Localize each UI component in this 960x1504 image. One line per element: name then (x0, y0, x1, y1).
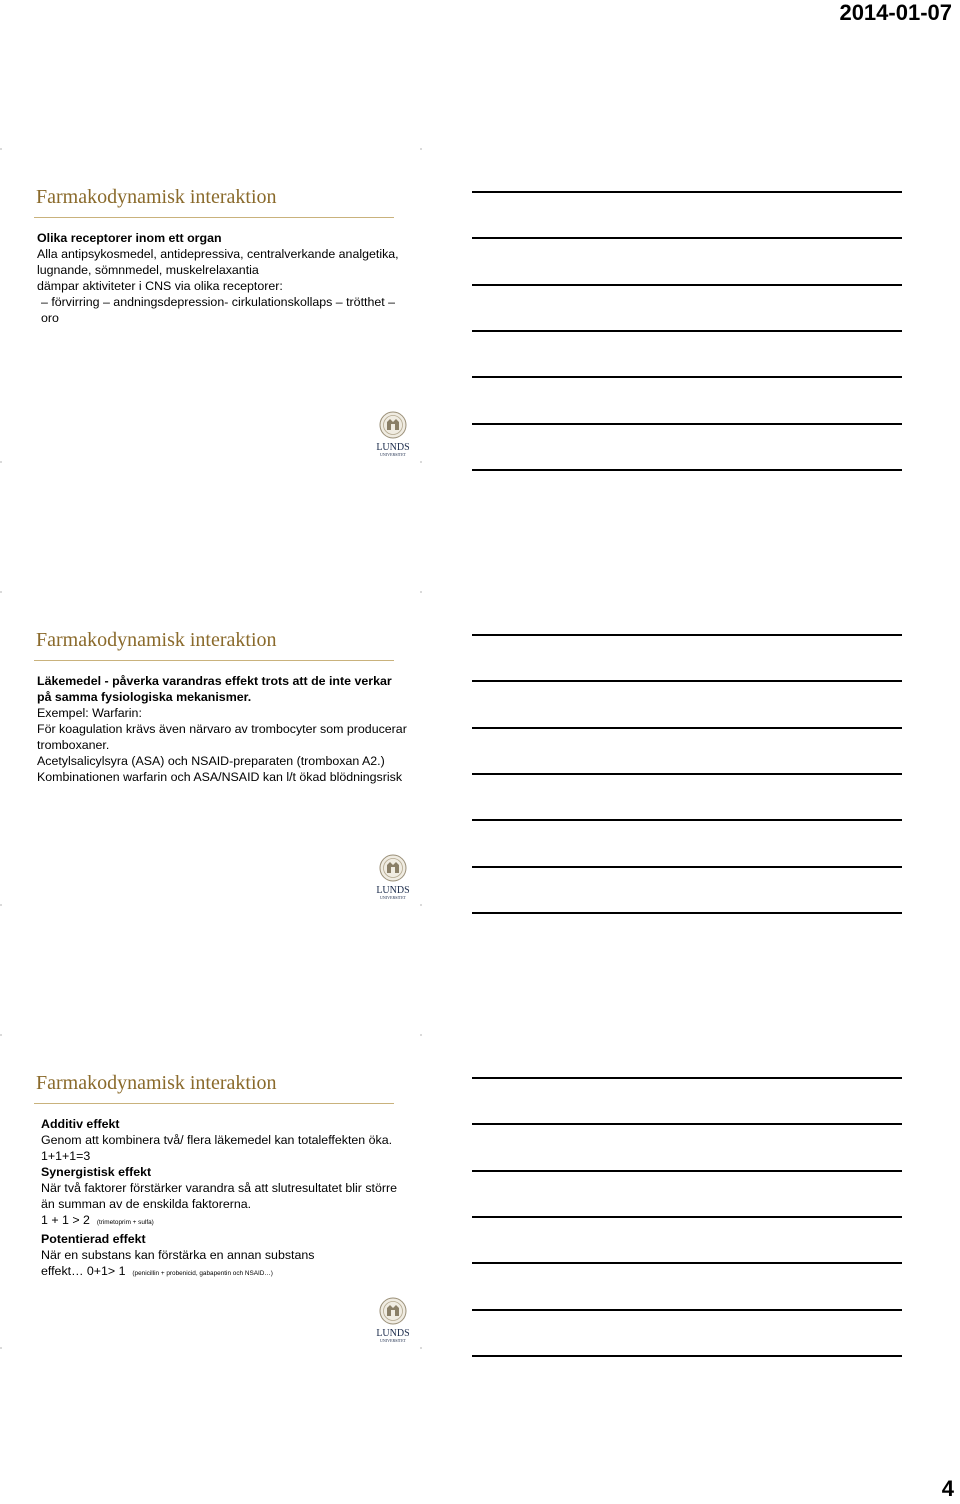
paragraph: Exempel: Warfarin: (37, 706, 142, 720)
paragraph: Kombinationen warfarin och ASA/NSAID kan l/t ökad blödningsrisk (37, 770, 403, 784)
note-line (472, 1216, 902, 1218)
note-line (472, 376, 902, 378)
title-rule (34, 660, 394, 661)
formula (41, 1263, 408, 1282)
formula-note: (penicillin + probenicid, gabapentin och NSAID…) (132, 1270, 273, 1277)
slide-3 (28, 1072, 408, 1362)
corner-mark (420, 904, 422, 906)
formula-note: (trimetoprim + sulfa) (96, 1219, 154, 1226)
page-number: 4 (941, 1476, 954, 1501)
lunds-universitet-logo (373, 853, 413, 903)
note-line (472, 866, 902, 868)
corner-mark (0, 1347, 2, 1349)
logo-text: LUNDS (376, 1328, 410, 1339)
note-line (472, 912, 902, 914)
slide-1 (28, 186, 408, 476)
note-line (472, 237, 902, 239)
paragraph: Alla antipsykosmedel, antidepressiva, centralverkande analgetika, lugnande, sömnmedel, muskelrelaxantia (37, 247, 399, 277)
logo-subtext: UNIVERSITET (380, 895, 406, 900)
paragraph: När två faktorer förstärker varandra så att slutresultatet blir större än summan av de enskilda faktorerna. (41, 1181, 398, 1211)
slide-heading: Olika receptorer inom ett organ (37, 231, 222, 245)
logo-subtext: UNIVERSITET (380, 452, 406, 457)
corner-mark (420, 591, 422, 593)
corner-mark (0, 904, 2, 906)
header-date: 2014-01-07 (839, 0, 952, 25)
corner-mark (0, 148, 2, 150)
title-rule (34, 1103, 394, 1104)
formula (41, 1212, 408, 1231)
slide-title: Farmakodynamisk interaktion (36, 186, 277, 208)
slide-2 (28, 629, 408, 919)
slide-body (37, 230, 408, 326)
seal-icon (373, 853, 413, 903)
note-line (472, 773, 902, 775)
slide-body (41, 1116, 408, 1282)
formula-text: effekt… 0+1> 1 (41, 1264, 126, 1278)
note-line (472, 1355, 902, 1357)
paragraph: Genom att kombinera två/ flera läkemedel kan totaleffekten öka. 1+1+1=3 (41, 1133, 393, 1163)
note-line (472, 1123, 902, 1125)
note-line (472, 634, 902, 636)
seal-icon (373, 1296, 413, 1346)
note-line (472, 1170, 902, 1172)
note-line (472, 819, 902, 821)
section-heading: Synergistisk effekt (41, 1165, 152, 1179)
note-line (472, 680, 902, 682)
title-rule (34, 217, 394, 218)
note-line (472, 191, 902, 193)
note-line (472, 423, 902, 425)
corner-mark (0, 461, 2, 463)
logo-text: LUNDS (376, 885, 410, 896)
slide-heading: Läkemedel - påverka varandras effekt trots att de inte verkar på samma fysiologiska mekanismer. (37, 674, 392, 704)
corner-mark (0, 1034, 2, 1036)
corner-mark (420, 1347, 422, 1349)
slide-title: Farmakodynamisk interaktion (36, 1072, 277, 1094)
paragraph: Acetylsalicylsyra (ASA) och NSAID-preparaten (tromboxan A2.) (37, 754, 385, 768)
note-line (472, 727, 902, 729)
lunds-universitet-logo (373, 1296, 413, 1346)
corner-mark (420, 461, 422, 463)
paragraph: – förvirring – andningsdepression- cirkulationskollaps – trötthet – oro (41, 295, 396, 325)
note-line (472, 284, 902, 286)
lunds-universitet-logo (373, 410, 413, 460)
note-line (472, 1309, 902, 1311)
note-line (472, 1262, 902, 1264)
section-heading: Potentierad effekt (41, 1232, 146, 1246)
formula-text: 1 + 1 > 2 (41, 1213, 90, 1227)
seal-icon (373, 410, 413, 460)
note-line (472, 330, 902, 332)
paragraph: dämpar aktiviteter i CNS via olika receptorer: (37, 279, 283, 293)
paragraph: För koagulation krävs även närvaro av trombocyter som producerar tromboxaner. (37, 722, 407, 752)
slide-body (37, 673, 408, 785)
note-line (472, 1077, 902, 1079)
section-heading: Additiv effekt (41, 1117, 120, 1131)
logo-text: LUNDS (376, 442, 410, 453)
paragraph: När en substans kan förstärka en annan substans (41, 1248, 315, 1262)
slide-title: Farmakodynamisk interaktion (36, 629, 277, 651)
corner-mark (420, 1034, 422, 1036)
note-line (472, 469, 902, 471)
corner-mark (420, 148, 422, 150)
corner-mark (0, 591, 2, 593)
logo-subtext: UNIVERSITET (380, 1338, 406, 1343)
